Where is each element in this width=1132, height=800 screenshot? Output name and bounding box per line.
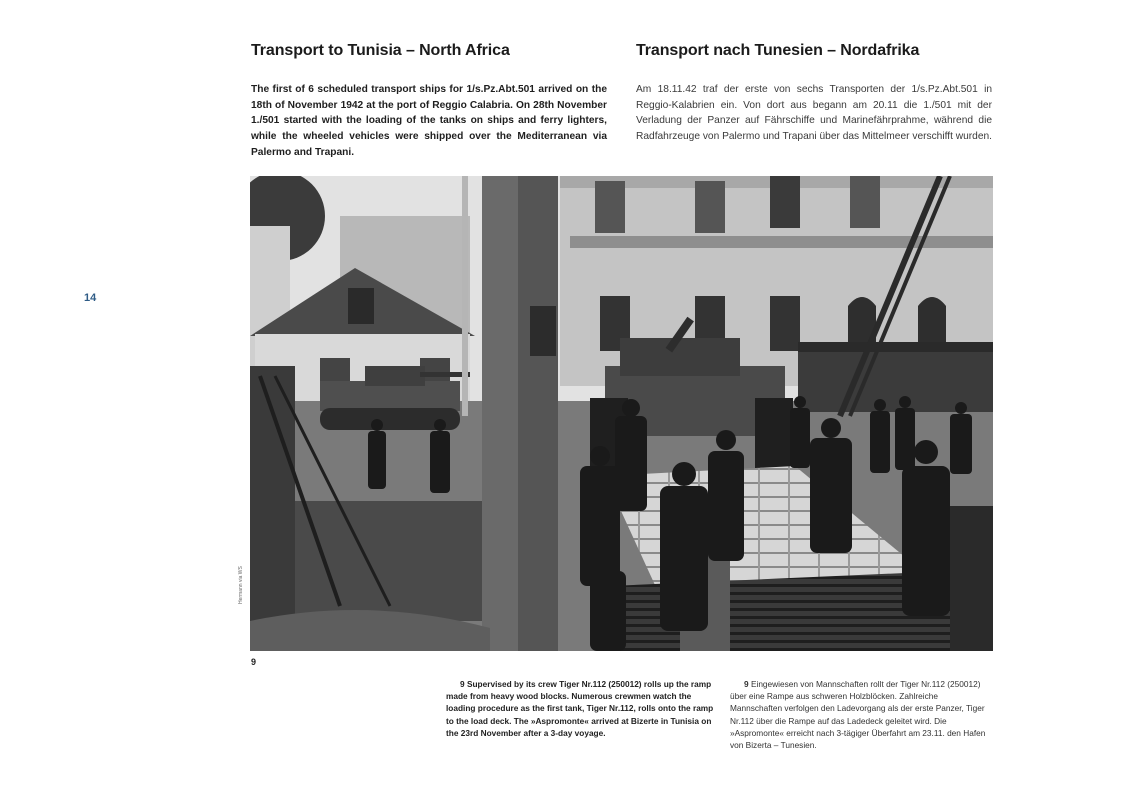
body-text-german: Am 18.11.42 traf der erste von sechs Transporten der 1/s.Pz.Abt.501 in Reggio-Kalabrien ein. Von dort aus begann am 20.11 die 1./501 mit der Verladung der Panzer auf Fährschiffe und Marinefährprahme, während die Radfahrzeuge von Palermo und Trapani über das Mittelmeer verschifft wurden. <box>636 84 992 143</box>
historical-photo <box>250 176 993 651</box>
body-text-english: The first of 6 scheduled transport ships for 1/s.Pz.Abt.501 arrived on the 18th of November 1942 at the port of Reggio Calabria. On 28th November 1./501 started with the loading of the tanks on ships and ferry lighters, while the wheeled vehicles were shipped over the Mediterranean via Palermo and Trapani. <box>251 84 607 158</box>
caption-text: Supervised by its crew Tiger Nr.112 (250012) rolls up the ramp made from heavy wood blocks. Numerous crewmen watch the loading procedure as the first tank, Tiger Nr.112, rolls onto the ramp to the load deck. The »Aspromonte« arrived at Bizerte in Tunisia on the 23rd November after a 3-day voyage. <box>446 679 714 738</box>
caption-german <box>730 678 992 751</box>
photo-number: 9 <box>251 657 257 667</box>
page-number: 14 <box>84 292 97 304</box>
caption-english <box>446 678 718 739</box>
heading-german: Transport nach Tunesien – Nordafrika <box>636 42 920 59</box>
caption-text: Eingewiesen von Mannschaften rollt der Tiger Nr.112 (250012) über eine Rampe aus schweren Holzblöcken. Zahlreiche Mannschaften verfolgen den Ladevorgang als der erste Panzer, Tiger Nr.112 über die Rampe auf das Ladedeck geleitet wird. Die »Aspromonte« erreicht nach 3-tägiger Überfahrt am 23.11. den Hafen von Bizerta – Tunesien. <box>730 679 986 751</box>
caption-number: 9 <box>744 679 749 689</box>
photo-illustration <box>250 176 993 651</box>
caption-number: 9 <box>460 679 465 689</box>
photo-credit: Hermann via WS <box>238 566 244 604</box>
heading-english: Transport to Tunisia – North Africa <box>251 42 510 59</box>
